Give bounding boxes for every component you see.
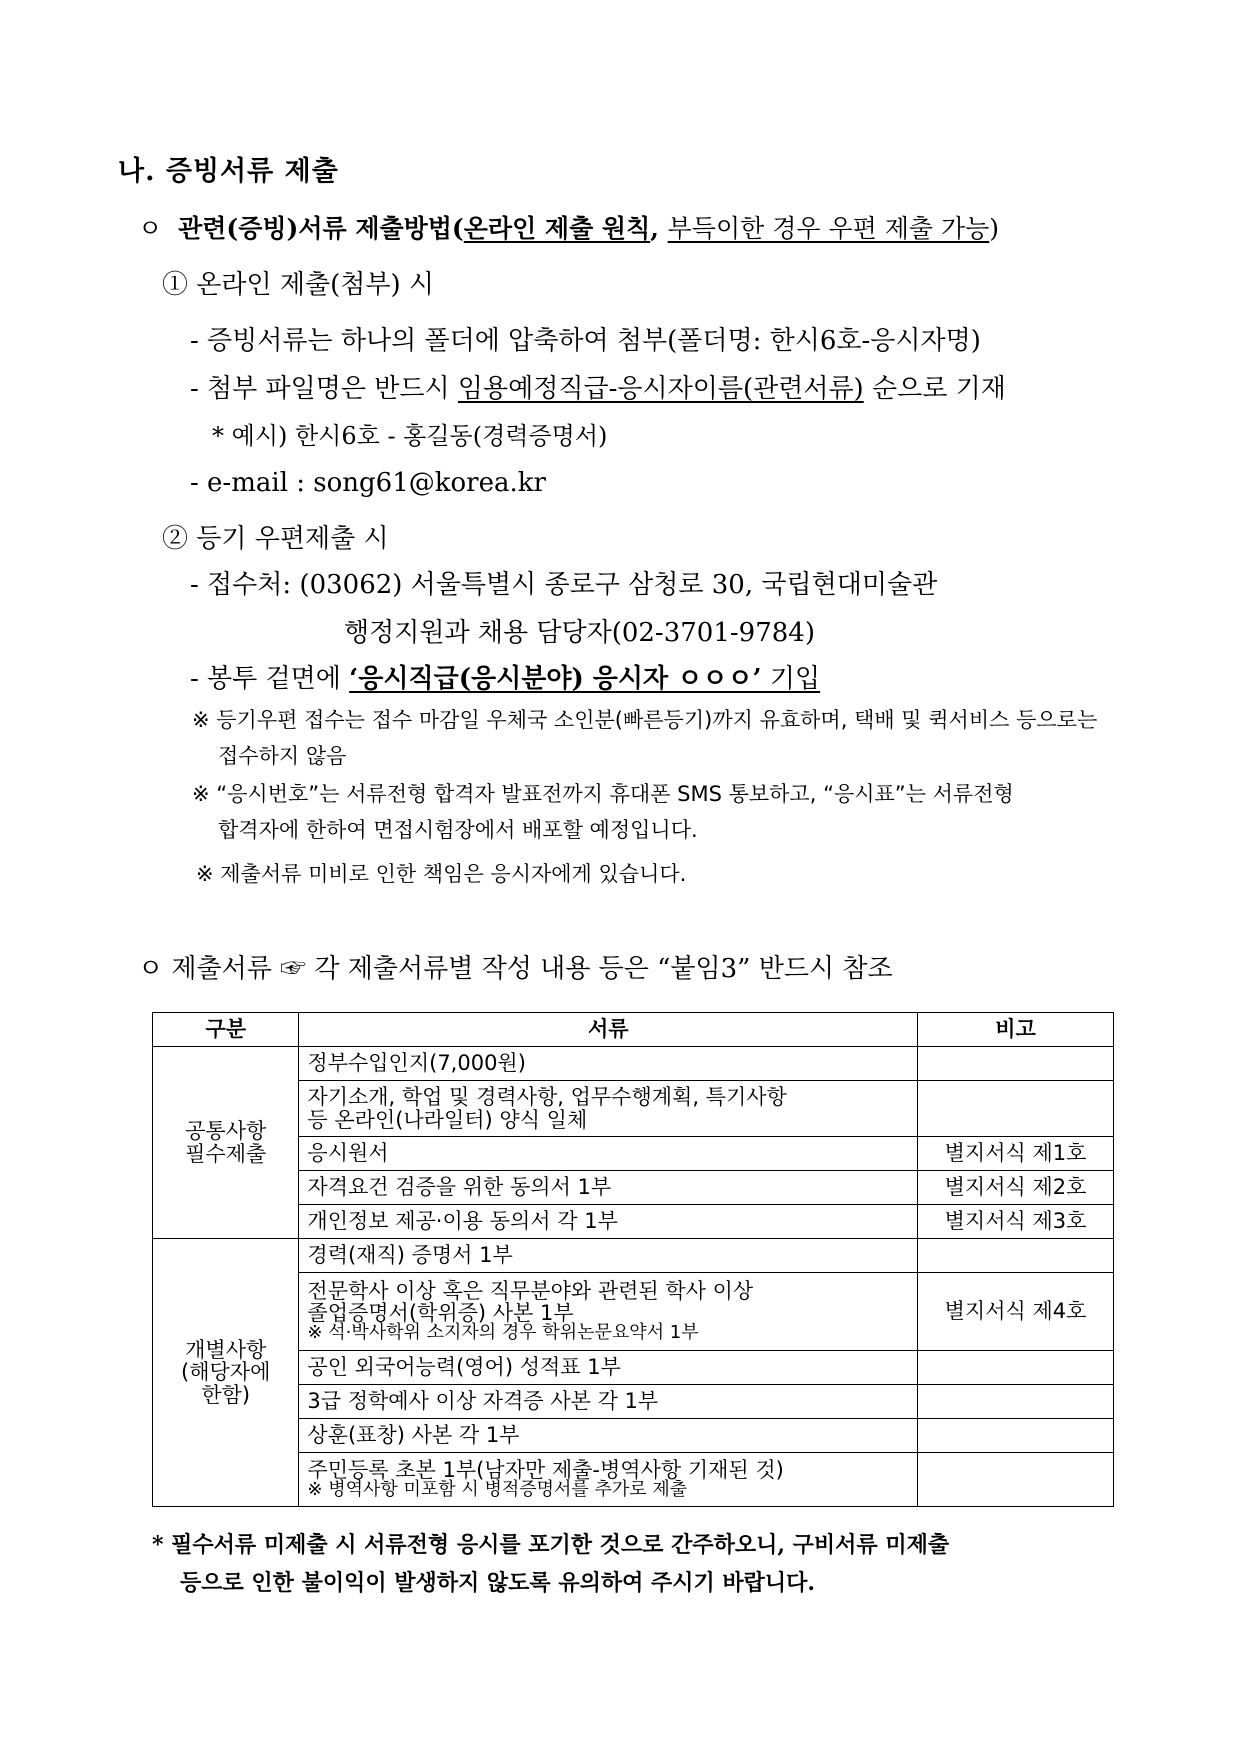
footer-warning-cont: 등으로 인한 불이익이 발생하지 않도록 유의하여 주시기 바랍니다. <box>180 1570 816 1596</box>
footer-warning: * 필수서류 미제출 시 서류전형 응시를 포기한 것으로 간주하오니, 구비서류 미제출 <box>152 1532 950 1558</box>
envelope-line: - 봉투 겉면에 ‘응시직급(응시분야) 응시자 ㅇㅇㅇ’ 기입 <box>190 664 821 694</box>
online-title: ① 온라인 제출(첨부) 시 <box>162 270 435 300</box>
bullet: ㅇ <box>138 214 163 243</box>
postal-allowed: 부득이한 경우 우편 제출 가능 <box>667 214 990 243</box>
group-individual: 개별사항 (해당자에 한함) <box>153 1239 299 1507</box>
remark-cell <box>918 1239 1114 1273</box>
header-category: 구분 <box>153 1013 299 1047</box>
doc-cell: 자격요건 검증을 위한 동의서 1부 <box>299 1171 918 1205</box>
online-line1: - 증빙서류는 하나의 폴더에 압축하여 첨부(폴더명: 한시6호-응시자명) <box>190 326 981 356</box>
header-documents: 서류 <box>299 1013 918 1047</box>
online-example: * 예시) 한시6호 - 홍길동(경력증명서) <box>212 422 608 450</box>
doc-cell: 정부수입인지(7,000원) <box>299 1047 918 1081</box>
doc-subnote: ※ 병역사항 미포함 시 병적증명서를 추가로 제출 <box>307 1479 688 1501</box>
doc-cell: 상훈(표창) 사본 각 1부 <box>299 1419 918 1453</box>
remark-cell <box>918 1419 1114 1453</box>
note-sms: ※ “응시번호”는 서류전형 합격자 발표전까지 휴대폰 SMS 통보하고, “응시표”는 서류전형 <box>192 782 1014 806</box>
documents-heading: ㅇ 제출서류 ☞ 각 제출서류별 작성 내용 등은 “붙임3” 반드시 참조 <box>138 954 893 984</box>
note-responsibility: ※ 제출서류 미비로 인한 책임은 응시자에게 있습니다. <box>196 862 687 886</box>
online-principle: 온라인 제출 원칙 <box>463 214 651 243</box>
note-sms-cont: 합격자에 한하여 면접시험장에서 배포할 예정입니다. <box>218 818 698 842</box>
remark-cell: 별지서식 제4호 <box>918 1273 1114 1351</box>
doc-cell: 자기소개, 학업 및 경력사항, 업무수행계획, 특기사항 등 온라인(나라일터) 양식 일체 <box>299 1081 918 1137</box>
note-postal-validity: ※ 등기우편 접수는 접수 마감일 우체국 소인분(빠른등기)까지 유효하며, 택배 및 퀵서비스 등으로는 <box>192 708 1098 732</box>
remark-cell <box>918 1081 1114 1137</box>
doc-cell <box>299 1273 918 1351</box>
method-prefix: 관련(증빙)서류 제출방법( <box>178 214 464 243</box>
table-row <box>153 1047 1114 1081</box>
documents-table <box>152 1012 1114 1507</box>
doc-cell: 응시원서 <box>299 1137 918 1171</box>
remark-cell: 별지서식 제3호 <box>918 1205 1114 1239</box>
doc-cell: 공인 외국어능력(영어) 성적표 1부 <box>299 1351 918 1385</box>
table-row <box>153 1239 1114 1273</box>
submission-method: ㅇ 관련(증빙)서류 제출방법(온라인 제출 원칙, 부득이한 경우 우편 제출 가능) <box>138 214 1000 243</box>
doc-cell <box>299 1453 918 1507</box>
remark-cell: 별지서식 제2호 <box>918 1171 1114 1205</box>
note-postal-validity-cont: 접수하지 않음 <box>218 744 347 768</box>
section-heading: 나. 증빙서류 제출 <box>118 156 339 187</box>
remark-cell: 별지서식 제1호 <box>918 1137 1114 1171</box>
doc-subnote: ※ 석·박사학위 소지자의 경우 학위논문요약서 1부 <box>307 1322 699 1344</box>
doc-text: 전문학사 이상 혹은 직무분야와 관련된 학사 이상 졸업증명서(학위증) 사본 1부 <box>307 1279 754 1326</box>
postal-title: ② 등기 우편제출 시 <box>162 524 389 554</box>
table-header-row <box>153 1013 1114 1047</box>
header-remarks: 비고 <box>918 1013 1114 1047</box>
address-line2: 행정지원과 채용 담당자(02-3701-9784) <box>344 618 815 648</box>
email-line: - e-mail : song61@korea.kr <box>190 468 546 498</box>
doc-cell: 개인정보 제공·이용 동의서 각 1부 <box>299 1205 918 1239</box>
remark-cell <box>918 1047 1114 1081</box>
group-common: 공통사항 필수제출 <box>153 1047 299 1239</box>
online-line2: - 첨부 파일명은 반드시 임용예정직급-응시자이름(관련서류) 순으로 기재 <box>190 374 1006 404</box>
remark-cell <box>918 1351 1114 1385</box>
doc-text: 주민등록 초본 1부(남자만 제출-병역사항 기재된 것) <box>307 1458 784 1483</box>
address-line1: - 접수처: (03062) 서울특별시 종로구 삼청로 30, 국립현대미술관 <box>190 570 938 600</box>
remark-cell <box>918 1453 1114 1507</box>
doc-cell: 경력(재직) 증명서 1부 <box>299 1239 918 1273</box>
remark-cell <box>918 1385 1114 1419</box>
doc-cell: 3급 정학예사 이상 자격증 사본 각 1부 <box>299 1385 918 1419</box>
filename-format: 임용예정직급-응시자이름(관련서류) <box>457 374 864 404</box>
envelope-format: ‘응시직급(응시분야) 응시자 ㅇㅇㅇ’ <box>349 664 762 694</box>
